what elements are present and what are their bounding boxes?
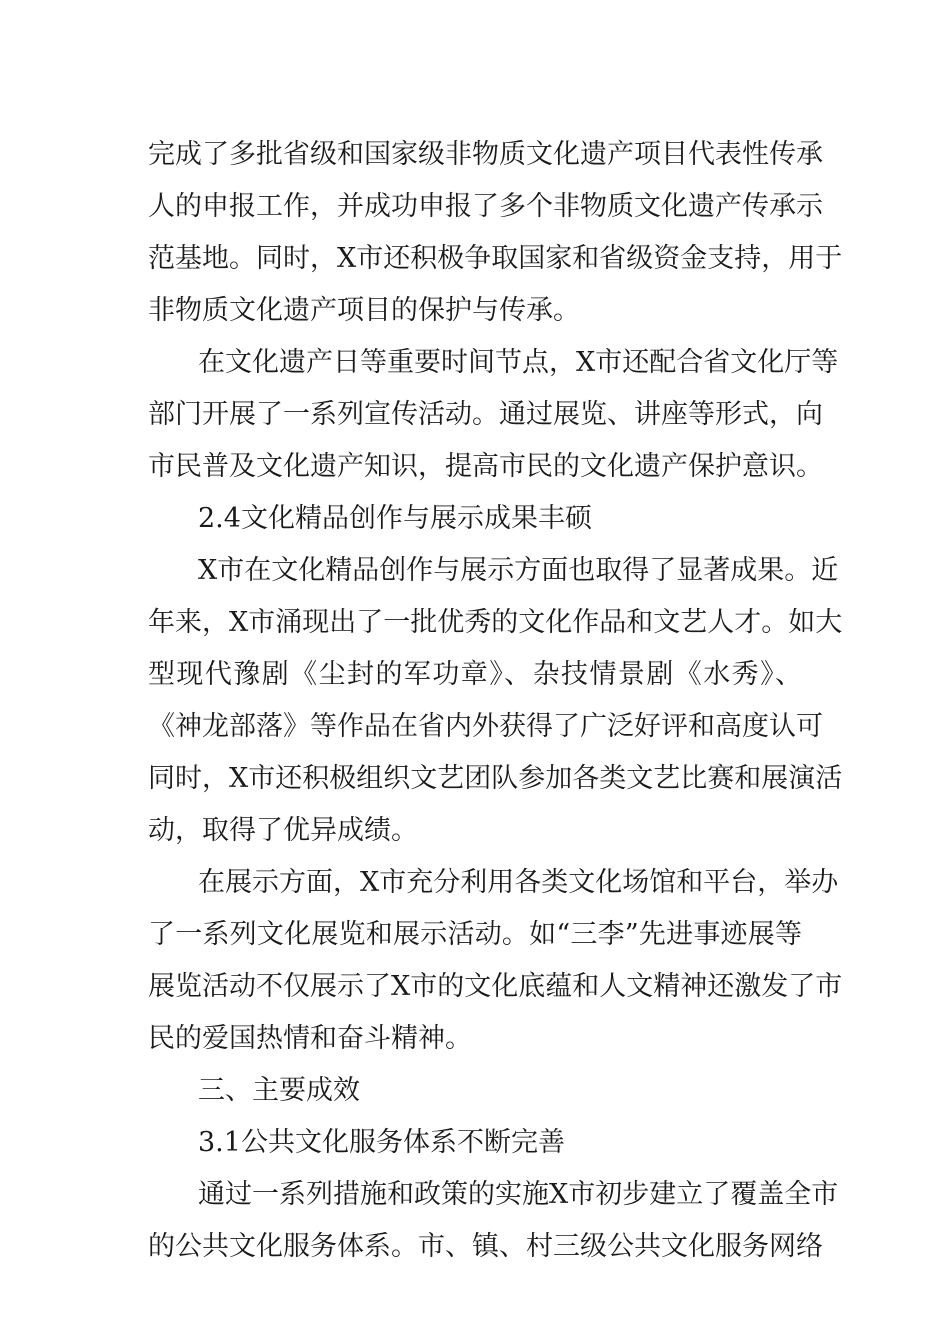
text-line: X市在文化精品创作与展示方面也取得了显著成果。近 bbox=[198, 555, 839, 586]
text-line: 市民普及文化遗产知识，提高市民的文化遗产保护意识。 bbox=[148, 451, 823, 482]
text-line: 在文化遗产日等重要时间节点，X市还配合省文化厅等 bbox=[198, 347, 839, 378]
text-line: 年来，X市涌现出了一批优秀的文化作品和文艺人才。如大 bbox=[148, 607, 843, 638]
section-heading: 2.4文化精品创作与展示成果丰硕 bbox=[198, 503, 592, 534]
text-line: 动，取得了优异成绩。 bbox=[148, 815, 418, 846]
text-line: 了一系列文化展览和展示活动。如“三李”先进事迹展等 bbox=[148, 919, 802, 950]
text-line: 的公共文化服务体系。市、镇、村三级公共文化服务网络 bbox=[148, 1231, 823, 1262]
chapter-heading: 三、主要成效 bbox=[198, 1075, 360, 1106]
text-line: 同时，X市还积极组织文艺团队参加各类文艺比赛和展演活 bbox=[148, 763, 843, 794]
text-line: 民的爱国热情和奋斗精神。 bbox=[148, 1023, 472, 1054]
text-line: 人的申报工作，并成功申报了多个非物质文化遗产传承示 bbox=[148, 191, 823, 222]
text-line: 在展示方面，X市充分利用各类文化场馆和平台，举办 bbox=[198, 867, 839, 898]
text-line: 完成了多批省级和国家级非物质文化遗产项目代表性传承 bbox=[148, 139, 823, 170]
section-heading: 3.1公共文化服务体系不断完善 bbox=[198, 1127, 565, 1158]
text-line: 《神龙部落》等作品在省内外获得了广泛好评和高度认可 bbox=[148, 711, 823, 742]
text-line: 通过一系列措施和政策的实施X市初步建立了覆盖全市 bbox=[198, 1179, 839, 1210]
text-line: 部门开展了一系列宣传活动。通过展览、讲座等形式，向 bbox=[148, 399, 823, 430]
text-line: 型现代豫剧《尘封的军功章》、杂技情景剧《水秀》、 bbox=[148, 659, 802, 690]
text-line: 范基地。同时，X市还积极争取国家和省级资金支持，用于 bbox=[148, 243, 843, 274]
text-line: 非物质文化遗产项目的保护与传承。 bbox=[148, 295, 580, 326]
text-line: 展览活动不仅展示了X市的文化底蕴和人文精神还激发了市 bbox=[148, 971, 843, 1002]
